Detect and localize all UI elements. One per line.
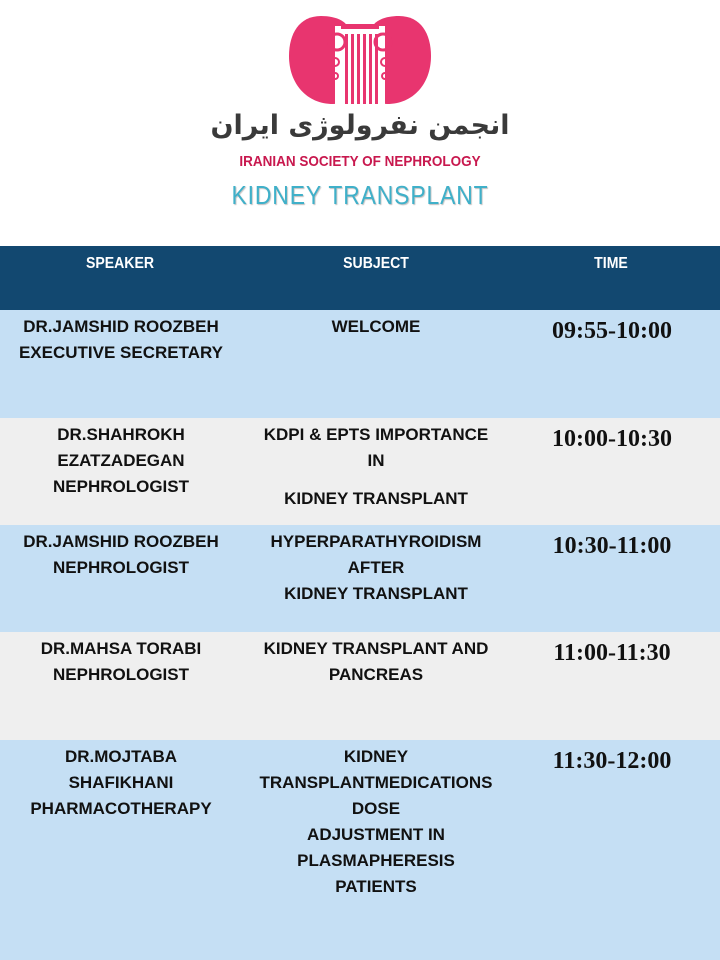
society-name-persian: انجمن نفرولوژی ایران <box>210 110 510 141</box>
table-row <box>0 418 720 525</box>
speaker-cell: DR.JAMSHID ROOZBEH NEPHROLOGIST <box>23 532 219 577</box>
speaker-cell: DR.SHAHROKH EZATZADEGAN NEPHROLOGIST <box>52 425 189 496</box>
table-row <box>0 740 720 960</box>
subject-cell: WELCOME <box>331 317 421 336</box>
table-row <box>0 632 720 740</box>
page-header <box>0 0 720 246</box>
time-cell: 10:30-11:00 <box>552 533 672 559</box>
time-cell: 11:00-11:30 <box>553 640 671 666</box>
time-cell: 11:30-12:00 <box>552 748 672 774</box>
column-header-subject: SUBJECT <box>343 255 409 272</box>
speaker-cell: DR.JAMSHID ROOZBEH EXECUTIVE SECRETARY <box>18 317 224 362</box>
column-header-speaker: SPEAKER <box>85 255 155 272</box>
event-title: KIDNEY TRANSPLANT <box>231 180 489 210</box>
column-header-time: TIME <box>594 255 628 272</box>
table-header <box>0 246 720 310</box>
table-row <box>0 525 720 632</box>
speaker-cell: DR.MOJTABA SHAFIKHANI PHARMACOTHERAPY <box>30 747 212 818</box>
subject-cell: KDPI & EPTS IMPORTANCE IN KIDNEY TRANSPLANT <box>263 425 489 508</box>
society-name-english: IRANIAN SOCIETY OF NEPHROLOGY <box>239 153 481 170</box>
table-row <box>0 310 720 418</box>
time-cell: 09:55-10:00 <box>552 318 672 344</box>
society-logo-icon <box>289 14 431 106</box>
subject-cell: KIDNEY TRANSPLANTMEDICATIONS DOSE ADJUSTMENT IN PLASMAPHERESIS PATIENTS <box>259 747 493 896</box>
subject-cell: KIDNEY TRANSPLANT AND PANCREAS <box>263 639 489 684</box>
subject-cell: HYPERPARATHYROIDISM AFTER KIDNEY TRANSPLANT <box>270 532 482 603</box>
time-cell: 10:00-10:30 <box>552 426 672 452</box>
speaker-cell: DR.MAHSA TORABI NEPHROLOGIST <box>40 639 202 684</box>
